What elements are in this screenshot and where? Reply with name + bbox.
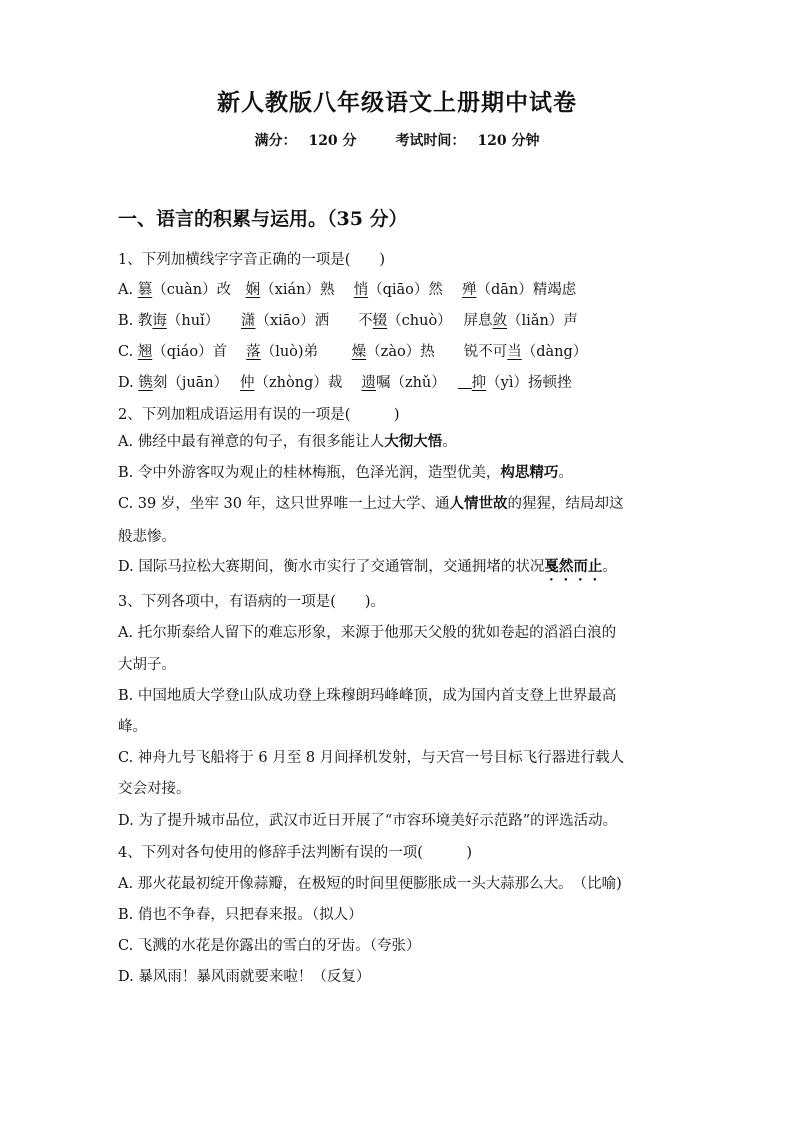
q2-option-d: D. 国际马拉松大赛期间，衡水市实行了交通管制，交通拥堵的状况戛然而止。	[118, 558, 617, 575]
q4-option-a: A. 那火花最初绽开像蒜瓣，在极短的时间里便膨胀成一头大蒜那么大。 （比喻)	[118, 876, 622, 892]
q3-stem: 3、下列各项中，有语病的一项是( )。	[118, 594, 386, 610]
q3-option-c: C. 神舟九号飞船将于 6 月至 8 月间择机发射，与天宫一号目标飞行器进行载人	[118, 750, 625, 766]
q1-option-d: D. 镌刻（juān） 仲（zhòng）裁 遗嘱（zhǔ） 抑（yì）扬顿挫	[118, 375, 572, 391]
q4-option-b: B. 俏也不争春，只把春来报。（拟人）	[118, 907, 363, 923]
q4-option-d: D. 暴风雨！暴风雨就要来啦！（反复）	[118, 969, 371, 985]
q4-stem: 4、下列对各句使用的修辞手法判断有误的一项( )	[118, 845, 473, 861]
q2-option-b: B. 令中外游客叹为观止的桂林梅瓶，色泽光润，造型优美，构思精巧。	[118, 464, 573, 481]
q3-option-a-cont: 大胡子。	[118, 657, 176, 673]
q1-stem: 1、下列加横线字字音正确的一项是( )	[118, 252, 386, 268]
time-value: 120 分钟	[477, 133, 540, 149]
q3-option-a: A. 托尔斯泰给人留下的难忘形象，来源于他那天父般的犹如卷起的滔滔白浪的	[118, 625, 617, 641]
time-label: 考试时间：	[395, 133, 466, 149]
q2-option-c-cont: 般悲惨。	[118, 529, 176, 545]
q2-option-c: C. 39 岁，坐牢 30 年，这只世界唯一上过大学、通人情世故的猩猩，结局却这	[118, 495, 624, 512]
full-score-label: 满分：	[254, 133, 297, 149]
q3-option-d: D. 为了提升城市品位，武汉市近日开展了“市容环境美好示范路”的评选活动。	[118, 813, 618, 829]
q3-option-c-cont: 交会对接。	[118, 781, 191, 797]
blank-underline	[458, 374, 472, 389]
q3-option-b: B. 中国地质大学登山队成功登上珠穆朗玛峰峰顶，成为国内首支登上世界最高	[118, 688, 617, 704]
q2-option-a: A. 佛经中最有禅意的句子，有很多能让人大彻大悟。	[118, 433, 457, 450]
q4-option-c: C. 飞溅的水花是你露出的雪白的牙齿。（夸张）	[118, 938, 421, 954]
q3-option-b-cont: 峰。	[118, 719, 147, 735]
q2-stem: 2、下列加粗成语运用有误的一项是( )	[118, 407, 400, 423]
exam-meta	[0, 130, 794, 150]
full-score-value: 120 分	[308, 133, 357, 149]
q1-option-b: B. 教诲（huǐ） 潇（xiāo）洒 不辍（chuò） 屏息敛（liǎn）声	[118, 313, 578, 329]
q1-option-a: A. 篡（cuàn）改 娴（xián）熟 悄（qiāo）然 殚（dān）精竭虑	[118, 282, 577, 298]
section-title: 一、语言的积累与运用。（35 分）	[118, 208, 408, 230]
q1-option-c: C. 翘（qiáo）首 落（luò)弟 燥（zào）热 锐不可当（dàng）	[118, 344, 588, 360]
exam-title: 新人教版八年级语文上册期中试卷	[217, 89, 577, 116]
